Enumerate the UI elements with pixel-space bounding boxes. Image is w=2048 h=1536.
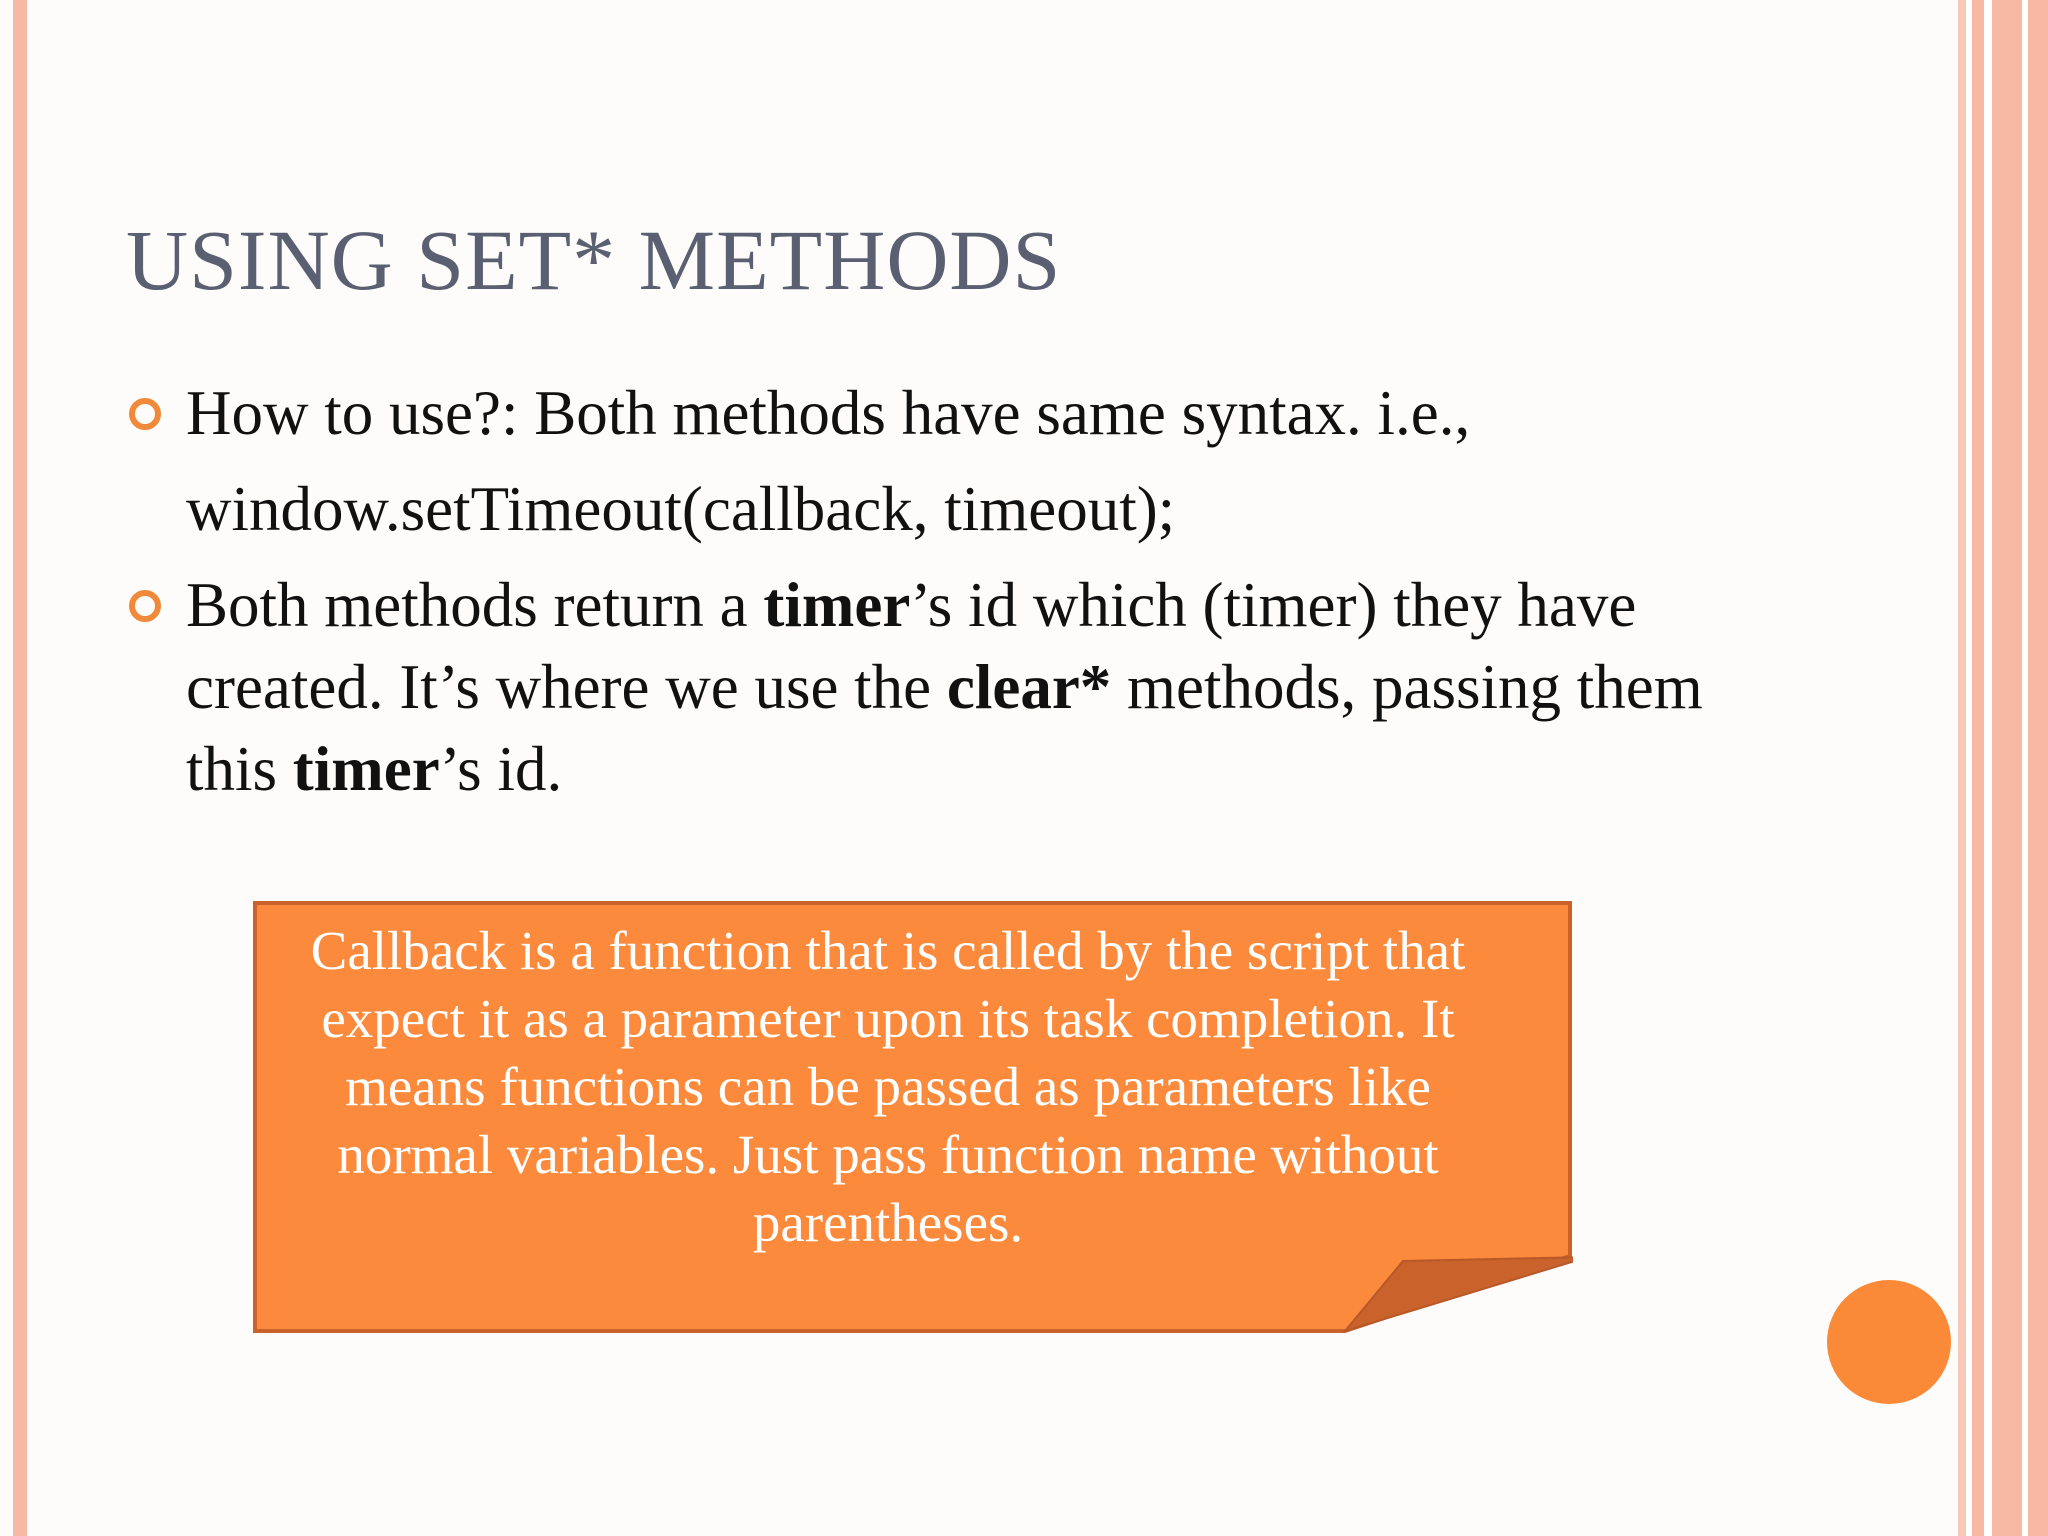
callout-text: Callback is a function that is called by the script that expect it as a parameter upon its task completion. It means functions can be passed as parameters like normal variables. Just pass function name without parentheses.	[310, 920, 1466, 1253]
left-decorative-bar	[13, 0, 27, 1536]
right-stripe	[1992, 0, 2022, 1536]
bullet-text-part: methods, passing them this	[186, 652, 1703, 804]
circle-bullet-icon	[129, 398, 161, 430]
bullet-text-part: ’s id which (timer) they have created. It’s where we use the	[186, 570, 1637, 722]
bullet-item	[126, 564, 1726, 810]
bullet-text-part: ’s id.	[439, 734, 563, 804]
bullet-text: How to use?: Both methods have same syntax. i.e.,	[186, 378, 1471, 448]
orange-circle-decoration	[1827, 1280, 1951, 1404]
right-stripe	[1984, 0, 1992, 1536]
code-line: window.setTimeout(callback, timeout);	[186, 474, 1176, 544]
right-stripe	[1972, 0, 1984, 1536]
bold-term: timer	[292, 734, 440, 804]
right-stripe	[2028, 0, 2048, 1536]
bullet-item	[126, 372, 1726, 454]
slide-title: USING SET* METHODS	[126, 212, 1062, 308]
bullet-list	[126, 372, 1726, 810]
circle-bullet-icon	[129, 590, 161, 622]
bold-term: clear*	[946, 652, 1112, 722]
bullet-text-part: Both methods return a	[186, 570, 764, 640]
right-stripe	[1958, 0, 1966, 1536]
bold-term: timer	[763, 570, 911, 640]
callout-box	[253, 901, 1573, 1333]
